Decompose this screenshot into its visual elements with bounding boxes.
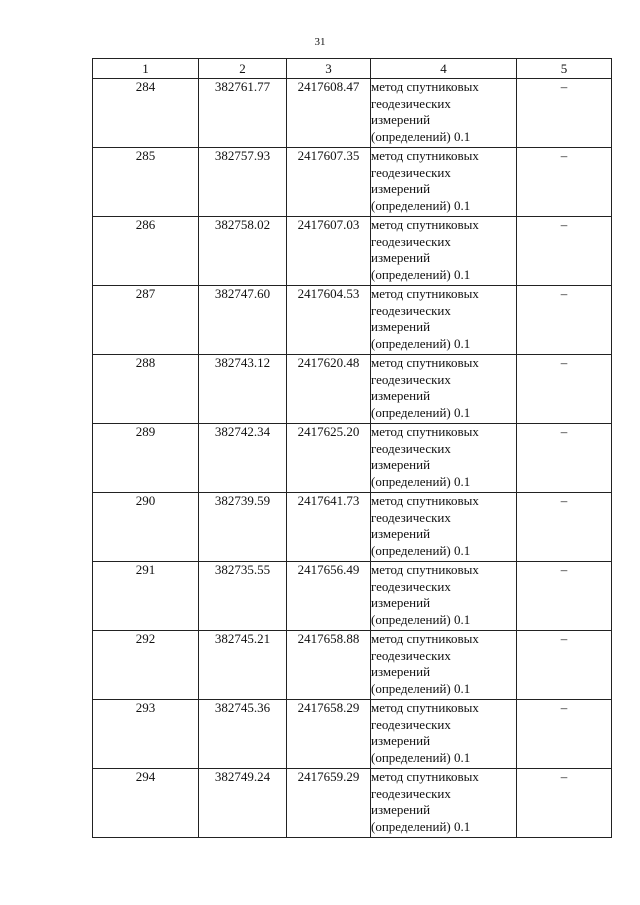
table-row — [93, 286, 612, 355]
table-row — [93, 79, 612, 148]
note-dash: – — [517, 79, 612, 148]
column-header-1: 1 — [93, 59, 199, 79]
note-dash: – — [517, 148, 612, 217]
table-row — [93, 562, 612, 631]
table-header-row — [93, 59, 612, 79]
table-row — [93, 493, 612, 562]
point-number: 289 — [93, 424, 199, 493]
note-dash: – — [517, 493, 612, 562]
coordinate-y: 2417658.29 — [287, 700, 371, 769]
column-header-5: 5 — [517, 59, 612, 79]
coordinates-table — [92, 58, 612, 838]
coordinate-x: 382757.93 — [199, 148, 287, 217]
coordinate-x: 382758.02 — [199, 217, 287, 286]
method-description: метод спутниковых геодезических измерений (определений) 0.1 — [371, 355, 517, 424]
coordinate-y: 2417641.73 — [287, 493, 371, 562]
method-description: метод спутниковых геодезических измерений (определений) 0.1 — [371, 79, 517, 148]
note-dash: – — [517, 217, 612, 286]
coordinate-y: 2417659.29 — [287, 769, 371, 838]
point-number: 290 — [93, 493, 199, 562]
column-header-3: 3 — [287, 59, 371, 79]
column-header-2: 2 — [199, 59, 287, 79]
coordinate-x: 382739.59 — [199, 493, 287, 562]
point-number: 287 — [93, 286, 199, 355]
point-number: 293 — [93, 700, 199, 769]
coordinate-x: 382735.55 — [199, 562, 287, 631]
point-number: 284 — [93, 79, 199, 148]
table-row — [93, 424, 612, 493]
method-description: метод спутниковых геодезических измерений (определений) 0.1 — [371, 286, 517, 355]
method-description: метод спутниковых геодезических измерений (определений) 0.1 — [371, 562, 517, 631]
note-dash: – — [517, 769, 612, 838]
coordinate-x: 382747.60 — [199, 286, 287, 355]
point-number: 286 — [93, 217, 199, 286]
table-row — [93, 148, 612, 217]
method-description: метод спутниковых геодезических измерений (определений) 0.1 — [371, 148, 517, 217]
note-dash: – — [517, 355, 612, 424]
note-dash: – — [517, 424, 612, 493]
table-row — [93, 700, 612, 769]
point-number: 291 — [93, 562, 199, 631]
coordinate-y: 2417620.48 — [287, 355, 371, 424]
point-number: 288 — [93, 355, 199, 424]
note-dash: – — [517, 700, 612, 769]
point-number: 292 — [93, 631, 199, 700]
note-dash: – — [517, 631, 612, 700]
coordinate-x: 382745.36 — [199, 700, 287, 769]
note-dash: – — [517, 286, 612, 355]
coordinate-y: 2417658.88 — [287, 631, 371, 700]
method-description: метод спутниковых геодезических измерений (определений) 0.1 — [371, 424, 517, 493]
coordinate-y: 2417607.35 — [287, 148, 371, 217]
coordinate-x: 382749.24 — [199, 769, 287, 838]
coordinate-y: 2417625.20 — [287, 424, 371, 493]
table-row — [93, 769, 612, 838]
coordinate-x: 382743.12 — [199, 355, 287, 424]
table-row — [93, 355, 612, 424]
coordinate-x: 382745.21 — [199, 631, 287, 700]
coordinate-y: 2417604.53 — [287, 286, 371, 355]
method-description: метод спутниковых геодезических измерений (определений) 0.1 — [371, 631, 517, 700]
note-dash: – — [517, 562, 612, 631]
column-header-4: 4 — [371, 59, 517, 79]
point-number: 294 — [93, 769, 199, 838]
method-description: метод спутниковых геодезических измерений (определений) 0.1 — [371, 769, 517, 838]
method-description: метод спутниковых геодезических измерений (определений) 0.1 — [371, 493, 517, 562]
table-row — [93, 631, 612, 700]
coordinate-x: 382742.34 — [199, 424, 287, 493]
table-row — [93, 217, 612, 286]
coordinate-x: 382761.77 — [199, 79, 287, 148]
coordinate-y: 2417656.49 — [287, 562, 371, 631]
method-description: метод спутниковых геодезических измерений (определений) 0.1 — [371, 217, 517, 286]
point-number: 285 — [93, 148, 199, 217]
coordinate-y: 2417607.03 — [287, 217, 371, 286]
page-number: 31 — [314, 36, 326, 48]
coordinate-y: 2417608.47 — [287, 79, 371, 148]
method-description: метод спутниковых геодезических измерений (определений) 0.1 — [371, 700, 517, 769]
